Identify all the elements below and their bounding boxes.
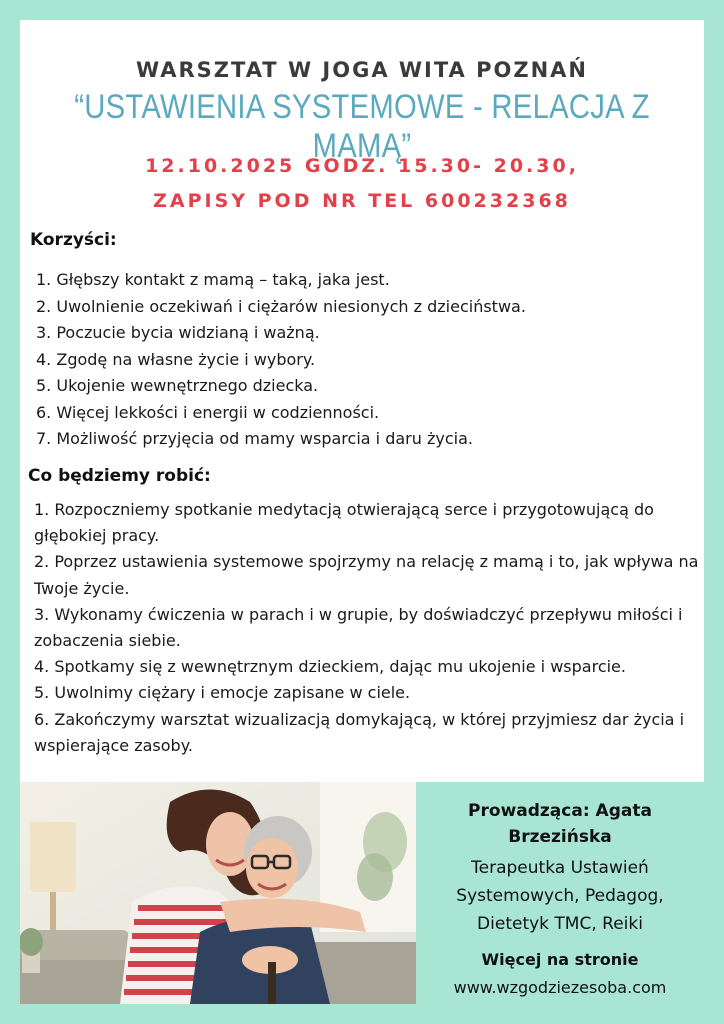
benefits-list xyxy=(36,267,700,453)
benefit-item: 2. Uwolnienie oczekiwań i ciężarów niesionych z dzieciństwa. xyxy=(36,296,526,316)
website-link[interactable]: www.wzgodziezesoba.com xyxy=(453,978,667,997)
program-item: 2. Poprzez ustawienia systemowe spojrzymy na relację z mamą i to, jak wpływa na Twoje życie. xyxy=(34,552,699,598)
photo-illustration xyxy=(20,782,416,1004)
facilitator-name: Prowadząca: Agata Brzezińska xyxy=(468,801,652,847)
program-item: 6. Zakończymy warsztat wizualizacją domykającą, w której przyjmiesz dar życia i wspierające zasoby. xyxy=(34,709,685,755)
program-item: 3. Wykonamy ćwiczenia w parach i w grupie, by doświadczyć przepływu miłości i zobaczenia siebie. xyxy=(34,604,683,651)
benefits-heading: Korzyści: xyxy=(30,230,117,250)
facilitator-roles: Terapeutka Ustawień Systemowych, Pedagog, Dietetyk TMC, Reiki xyxy=(456,858,664,934)
event-title: WARSZTAT W JOGA WITA POZNAŃ xyxy=(136,58,588,82)
content-card xyxy=(20,20,704,782)
mother-daughter-photo xyxy=(20,782,416,1004)
benefit-item: 5. Ukojenie wewnętrznego dziecka. xyxy=(36,376,319,395)
event-phone: ZAPISY POD NR TEL 600232368 xyxy=(153,190,571,212)
more-info-label: Więcej na stronie xyxy=(481,950,639,969)
program-item: 4. Spotkamy się z wewnętrznym dzieckiem, dając mu ukojenie i wsparcie. xyxy=(34,657,626,677)
program-item: 5. Uwolnimy ciężary i emocje zapisane w ciele. xyxy=(34,683,411,703)
benefit-item: 3. Poczucie bycia widzianą i ważną. xyxy=(36,323,320,342)
event-subtitle: “USTAWIENIA SYSTEMOWE - RELACJA Z MAMĄ” xyxy=(74,88,650,165)
program-list xyxy=(34,497,702,759)
facilitator-info xyxy=(416,782,704,1004)
program-heading: Co będziemy robić: xyxy=(28,466,211,486)
benefit-item: 4. Zgodę na własne życie i wybory. xyxy=(36,349,316,369)
benefit-item: 6. Więcej lekkości i energii w codzienności. xyxy=(36,402,380,422)
program-item: 1. Rozpoczniemy spotkanie medytacją otwierającą serce i przygotowującą do głębokiej pracy. xyxy=(34,500,654,546)
benefit-item: 7. Możliwość przyjęcia od mamy wsparcia i daru życia. xyxy=(36,429,473,448)
benefit-item: 1. Głębszy kontakt z mamą – taką, jaka jest. xyxy=(36,270,390,289)
event-date: 12.10.2025 GODZ. 15.30- 20.30, xyxy=(145,155,579,177)
